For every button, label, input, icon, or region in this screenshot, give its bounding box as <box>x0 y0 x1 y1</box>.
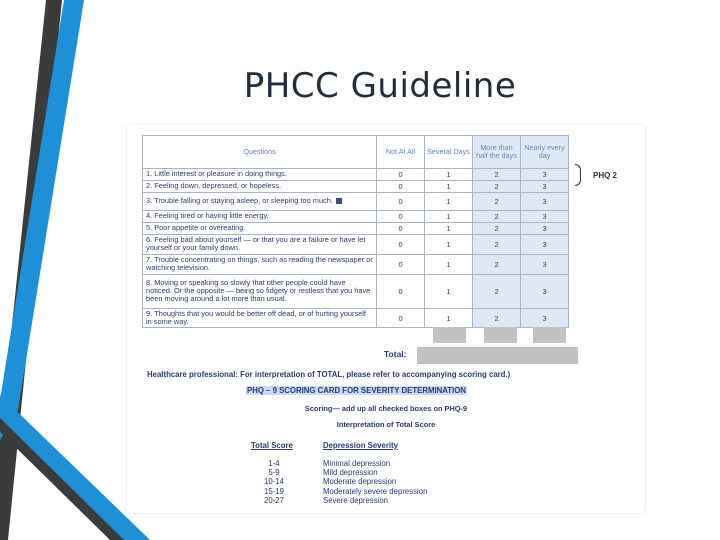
score-option[interactable]: 3 <box>521 274 569 308</box>
score-option[interactable]: 3 <box>521 181 569 193</box>
severity-level: Moderate depression <box>323 477 397 487</box>
total-score-header: Total Score <box>251 441 293 450</box>
score-option[interactable]: 1 <box>425 193 473 211</box>
score-option[interactable]: 2 <box>473 169 521 181</box>
score-option[interactable]: 3 <box>521 254 569 274</box>
score-option[interactable]: 2 <box>473 223 521 235</box>
total-score-column <box>249 441 299 505</box>
total-label: Total: <box>384 349 407 359</box>
score-option[interactable]: 1 <box>425 211 473 223</box>
question-text: 2. Feeling down, depressed, or hopeless. <box>143 181 377 193</box>
scoring-instruction: Scoring— add up all checked boxes on PHQ-9 <box>304 404 468 413</box>
severity-score-range: 15-19 <box>264 486 284 496</box>
score-option[interactable]: 1 <box>425 223 473 235</box>
interpretation-heading: Interpretation of Total Score <box>336 420 436 429</box>
severity-score-range: 1-4 <box>268 459 280 468</box>
scoring-card-title: PHQ – 9 SCORING CARD FOR SEVERITY DETERMINATION <box>247 386 466 395</box>
severity-score-range: 5-9 <box>268 468 280 478</box>
score-option[interactable]: 3 <box>521 308 569 328</box>
score-option[interactable]: 0 <box>377 308 425 328</box>
header-several-days: Several Days <box>425 136 473 169</box>
table-row <box>143 169 569 181</box>
score-option[interactable]: 1 <box>425 235 473 255</box>
table-row <box>143 223 569 235</box>
score-option[interactable]: 0 <box>377 169 425 181</box>
table-row <box>143 235 569 255</box>
question-text: 1. Little interest or pleasure in doing things. <box>143 169 377 181</box>
score-option[interactable]: 1 <box>425 254 473 274</box>
score-option[interactable]: 0 <box>377 254 425 274</box>
header-more-than-half: More than half the days <box>473 136 521 169</box>
score-option[interactable]: 2 <box>473 235 521 255</box>
score-option[interactable]: 2 <box>473 274 521 308</box>
question-text: 3. Trouble falling or staying asleep, or sleeping too much. <box>143 193 377 211</box>
severity-level: Minimal depression <box>323 459 391 468</box>
severity-level: Severe depression <box>323 495 389 505</box>
question-text: 6. Feeling bad about yourself — or that you are a failure or have let yourself or your family down. <box>143 235 377 255</box>
score-option[interactable]: 3 <box>521 211 569 223</box>
score-option[interactable]: 2 <box>473 193 521 211</box>
severity-level: Moderately severe depression <box>323 486 428 496</box>
question-text: 4. Feeling tired or having little energy. <box>143 211 377 223</box>
info-icon <box>336 198 342 204</box>
score-option[interactable]: 0 <box>377 181 425 193</box>
score-option[interactable]: 3 <box>521 193 569 211</box>
score-option[interactable]: 0 <box>377 274 425 308</box>
healthcare-note: Healthcare professional: For interpretation of TOTAL, please refer to accompanying scoring card.) <box>147 370 511 379</box>
severity-score-range: 20-27 <box>264 495 284 505</box>
phq2-brace <box>575 164 581 186</box>
score-option[interactable]: 2 <box>473 308 521 328</box>
question-text: 5. Poor appetite or overeating. <box>143 223 377 235</box>
depression-severity-header: Depression Severity <box>323 441 398 450</box>
score-option[interactable]: 3 <box>521 223 569 235</box>
table-header-row <box>143 136 569 169</box>
score-option[interactable]: 3 <box>521 235 569 255</box>
phq9-document <box>127 125 645 513</box>
header-not-at-all: Not At All <box>377 136 425 169</box>
subtotal-box-several-days[interactable] <box>433 327 466 343</box>
total-box[interactable] <box>417 347 578 364</box>
score-option[interactable]: 0 <box>377 223 425 235</box>
score-option[interactable]: 1 <box>425 181 473 193</box>
depression-severity-column <box>323 441 427 505</box>
severity-score-range: 10-14 <box>264 477 284 487</box>
table-row <box>143 254 569 274</box>
score-option[interactable]: 1 <box>425 169 473 181</box>
score-option[interactable]: 0 <box>377 211 425 223</box>
header-nearly-every-day: Nearly every day <box>521 136 569 169</box>
score-option[interactable]: 1 <box>425 308 473 328</box>
table-row <box>143 181 569 193</box>
table-row <box>143 274 569 308</box>
score-option[interactable]: 3 <box>521 169 569 181</box>
score-option[interactable]: 1 <box>425 274 473 308</box>
table-row <box>143 211 569 223</box>
header-questions: Questions <box>143 136 377 169</box>
subtotal-box-nearly-every-day[interactable] <box>533 327 566 343</box>
severity-level: Mild depression <box>323 468 378 478</box>
table-row <box>143 308 569 328</box>
score-option[interactable]: 2 <box>473 181 521 193</box>
slide-title: PHCC Guideline <box>243 66 517 106</box>
score-option[interactable]: 0 <box>377 235 425 255</box>
score-option[interactable]: 2 <box>473 254 521 274</box>
table-row <box>143 193 569 211</box>
phq9-table <box>142 135 569 328</box>
score-option[interactable]: 0 <box>377 193 425 211</box>
question-text: 8. Moving or speaking so slowly that other people could have noticed. Or the opposite — being so fidgety or restless that you have been moving around a lot more than usual. <box>143 274 377 308</box>
subtotal-box-more-than-half[interactable] <box>484 327 517 343</box>
phq2-label: PHQ 2 <box>593 171 618 180</box>
score-option[interactable]: 2 <box>473 211 521 223</box>
question-text: 7. Trouble concentrating on things, such as reading the newspaper or watching television. <box>143 254 377 274</box>
question-text: 9. Thoughts that you would be better off dead, or of hurting yourself in some way. <box>143 308 377 328</box>
